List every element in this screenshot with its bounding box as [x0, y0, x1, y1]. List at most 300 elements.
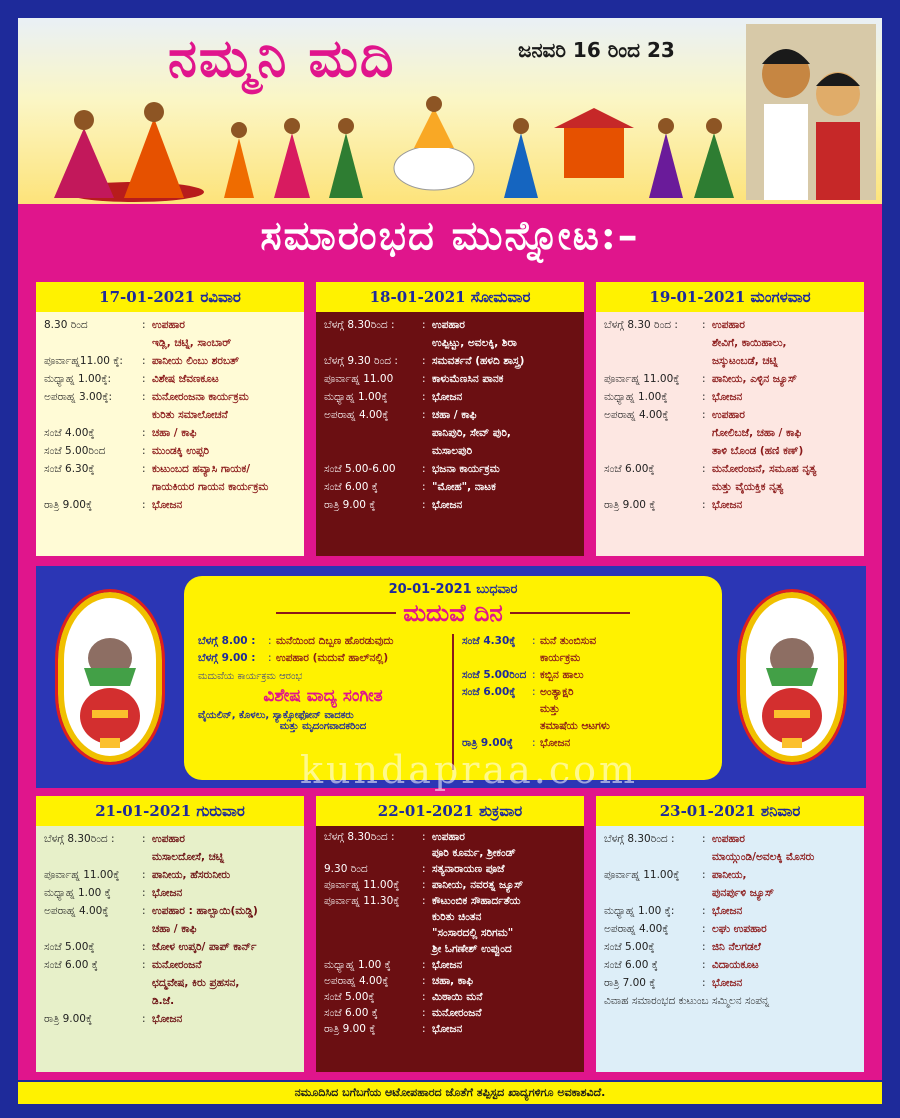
schedule-event: ಜಿನಿ ನೆಲಗಡಲೆ: [712, 941, 761, 953]
schedule-time: [44, 922, 142, 936]
colon-separator: :: [702, 409, 706, 421]
colon-separator: [142, 480, 152, 494]
schedule-event: "ಸಂಸಾರದಲ್ಲಿ ಸರಿಗಮ": [432, 927, 514, 939]
colon-separator: [702, 850, 712, 864]
schedule-row: [604, 462, 856, 476]
colon-separator: :: [702, 391, 706, 403]
colon-separator: [702, 444, 712, 458]
schedule-event: ಪಾನೀಯ ಲಿಂಬು ಶರಬತ್: [152, 355, 240, 367]
colon-separator: :: [142, 373, 146, 385]
colon-separator: [422, 426, 432, 440]
schedule-time: ಪೂರ್ವಾಹ್ನ 11.00ಕ್ಕೆ: [604, 869, 680, 881]
schedule-row: [604, 958, 856, 972]
colon-separator: :: [142, 427, 146, 439]
schedule-event: ಮಿಠಾಯಿ ಮನೆ: [432, 991, 483, 1003]
schedule-time: ಸಂಜೆ 5.00ಕ್ಕೆ: [604, 941, 655, 953]
colon-separator: [422, 942, 432, 956]
schedule-event: ಕುರಿತು ಸಮಾಲೋಚನೆ: [152, 409, 228, 421]
schedule-time: [44, 976, 142, 990]
schedule-time: ಸಂಜೆ 5.00ರಿಂದ: [44, 445, 106, 457]
schedule-time: ಮಧ್ಯಾಹ್ನ 1.00 ಕ್ಕೆ: [44, 887, 111, 899]
wedding-time: ಬೆಳಗ್ಗೆ 9.00 :: [198, 652, 256, 664]
wedding-row: [462, 651, 712, 665]
header-banner: [18, 18, 882, 204]
schedule-event: ಭೋಜನ: [712, 499, 743, 511]
wedding-row: [462, 668, 712, 682]
schedule-row: [44, 1012, 296, 1026]
schedule-time: ಪೂರ್ವಾಹ್ನ 11.30ಕ್ಕೆ: [324, 895, 400, 907]
schedule-time: ಪೂರ್ವಾಹ್ನ 11.00ಕ್ಕೆ: [44, 869, 120, 881]
wedding-event: ಭೋಜನ: [540, 737, 571, 749]
colon-separator: :: [142, 941, 146, 953]
schedule-time: ಸಂಜೆ 5.00ಕ್ಕೆ: [324, 991, 375, 1003]
colon-separator: [142, 994, 152, 1008]
schedule-time: ಬೆಳಗ್ಗೆ 8.30ರಿಂದ :: [604, 833, 675, 845]
schedule-time: ಪೂರ್ವಾಹ್ನ 11.00ಕ್ಕೆ: [604, 373, 680, 385]
schedule-event: ಉಪಹಾರ: [152, 833, 185, 845]
schedule-time: [44, 850, 142, 864]
schedule-row: [604, 904, 856, 918]
colon-separator: [702, 480, 712, 494]
schedule-row: [604, 390, 856, 404]
schedule-row: [44, 372, 296, 386]
schedule-event: ಭೋಜನ: [712, 977, 743, 989]
colon-separator: [422, 444, 432, 458]
schedule-event: ಲಘು ಉಪಹಾರ: [712, 923, 767, 935]
day-heading: 22-01-2021 ಶುಕ್ರವಾರ: [316, 796, 584, 826]
schedule-row: [44, 336, 296, 350]
schedule-event: ಸಮವರ್ತನೆ (ಹಳದಿ ಶಾಸ್ತ್ರ): [432, 355, 525, 367]
schedule-row: [604, 336, 856, 350]
day-heading: 17-01-2021 ರವಿವಾರ: [36, 282, 304, 312]
colon-separator: :: [142, 499, 146, 511]
colon-separator: :: [702, 463, 706, 475]
schedule-row: [604, 976, 856, 990]
colon-separator: [142, 976, 152, 990]
schedule-row: [44, 940, 296, 954]
colon-separator: :: [268, 652, 272, 664]
schedule-event: ಸತ್ಯನಾರಾಯಣ ಪೂಜೆ: [432, 863, 505, 875]
schedule-time: ಮಧ್ಯಾಹ್ನ 1.00ಕ್ಕೆ: [604, 391, 668, 403]
schedule-time: ಅಪರಾಹ್ನ 4.00ಕ್ಕೆ: [604, 409, 669, 421]
wedding-row: [462, 719, 712, 733]
colon-separator: :: [422, 373, 426, 385]
schedule-time: ರಾತ್ರಿ 7.00 ಕ್ಕೆ: [604, 977, 656, 989]
schedule-time: ಬೆಳಗ್ಗೆ 8.30ರಿಂದ :: [324, 831, 395, 843]
day-schedule: [36, 312, 304, 556]
schedule-event: ಭೋಜನ: [712, 391, 743, 403]
schedule-time: [604, 480, 702, 494]
wedding-evening-schedule: [462, 634, 712, 753]
schedule-time: [604, 354, 702, 368]
colon-separator: :: [142, 319, 146, 331]
schedule-row: [324, 354, 576, 368]
wedding-time: [462, 651, 532, 665]
colon-separator: :: [268, 635, 272, 647]
schedule-event: ಭೋಜನ: [152, 887, 183, 899]
schedule-event: ಉಪಹಾರ: [712, 319, 745, 331]
schedule-time: ಅಪರಾಹ್ನ 4.00ಕ್ಕೆ: [324, 409, 389, 421]
schedule-event: ಉಪ್ಪಿಟ್ಟು, ಅವಲಕ್ಕಿ, ಶಿರಾ: [432, 337, 517, 349]
schedule-time: ಬೆಳಗ್ಗೆ 8.30ರಿಂದ :: [324, 319, 395, 331]
schedule-time: [44, 994, 142, 1008]
day-card-21: [36, 796, 304, 1072]
wedding-morning-schedule: [198, 634, 448, 732]
schedule-time: ರಾತ್ರಿ 9.00 ಕ್ಕೆ: [324, 1023, 376, 1035]
schedule-event: ಇಡ್ಲಿ, ಚಟ್ನಿ, ಸಾಂಬಾರ್: [152, 337, 232, 349]
schedule-time: ಮಧ್ಯಾಹ್ನ 1.00 ಕ್ಕೆ: [324, 959, 391, 971]
program-start-label: ಮದುವೆಯ ಕಾರ್ಯಕ್ರಮ ಆರಂಭ: [198, 671, 303, 682]
schedule-row: [324, 1006, 576, 1020]
schedule-heading: ಸಮಾರಂಭದ ಮುನ್ನೋಟ:–: [260, 212, 640, 259]
schedule-row: [324, 408, 576, 422]
colon-separator: :: [702, 941, 706, 953]
schedule-time: ಪೂರ್ವಾಹ್ನ 11.00: [324, 373, 394, 385]
day-heading: 21-01-2021 ಗುರುವಾರ: [36, 796, 304, 826]
schedule-time: [604, 850, 702, 864]
schedule-row: [324, 336, 576, 350]
colon-separator: :: [142, 445, 146, 457]
wedding-title: ಮದುವೆ ದಿನ: [403, 598, 503, 627]
music-artists-line2: ಮತ್ತು ಮೃದಂಗವಾದಕರಿಂದ: [279, 721, 367, 732]
schedule-time: ಸಂಜೆ 6.00ಕ್ಕೆ: [604, 463, 655, 475]
colon-separator: :: [142, 905, 146, 917]
schedule-event: ಭೋಜನ: [432, 1023, 463, 1035]
day-card-19: [596, 282, 864, 556]
schedule-event: ಪಾನೀಯ, ನವರತ್ನ ಜ್ಯೂಸ್: [432, 879, 524, 891]
schedule-row: [324, 426, 576, 440]
wedding-event: ಕಾರ್ಯಕ್ರಮ: [540, 652, 581, 664]
schedule-time: [604, 426, 702, 440]
schedule-event: ಉಪಹಾರ: [152, 319, 185, 331]
schedule-row: [324, 910, 576, 924]
kalash-left-icon: [58, 592, 162, 762]
colon-separator: :: [142, 1013, 146, 1025]
schedule-event: ಮುಂಡಕ್ಕಿ ಉಪ್ಪರಿ: [152, 445, 210, 457]
colon-separator: :: [142, 833, 146, 845]
colon-separator: :: [422, 481, 426, 493]
schedule-event: ಗೋಲಿಬಜೆ, ಚಹಾ / ಕಾಫಿ: [712, 427, 802, 439]
wedding-time: ಬೆಳಗ್ಗೆ 8.00 :: [198, 635, 256, 647]
schedule-event: ಕುಟುಂಬದ ಹವ್ಯಾಸಿ ಗಾಯಕ/: [152, 463, 251, 475]
colon-separator: :: [532, 635, 536, 647]
schedule-event: ಭೋಜನ: [712, 905, 743, 917]
schedule-row: [324, 480, 576, 494]
schedule-time: ಸಂಜೆ 5.00-6.00: [324, 463, 396, 475]
colon-separator: :: [422, 409, 426, 421]
schedule-row: [604, 354, 856, 368]
schedule-event: ಮನೋರಂಜನಾ ಕಾರ್ಯಕ್ರಮ: [152, 391, 249, 403]
special-music-title: ವಿಶೇಷ ವಾದ್ಯ ಸಂಗೀತ: [263, 686, 383, 706]
schedule-event: ಕುರಿತು ಚಿಂತನ: [432, 911, 482, 923]
schedule-row: [324, 390, 576, 404]
schedule-row: [324, 444, 576, 458]
schedule-time: ವಿವಾಹ ಸಮಾರಂಭದ ಕುಟುಂಬ ಸಮ್ಮಿಲನ ಸಂಪನ್ನ: [604, 995, 770, 1007]
schedule-time: [324, 910, 422, 924]
schedule-row: [604, 408, 856, 422]
schedule-event: ಭೋಜನ: [152, 1013, 183, 1025]
schedule-event: ಪಾನೀಯ, ಹೆಸರುನೀರು: [152, 869, 231, 881]
schedule-time: ಅಪರಾಹ್ನ 3.00ಕ್ಕೆ:: [44, 391, 113, 403]
schedule-row: [604, 940, 856, 954]
schedule-row: [44, 390, 296, 404]
schedule-row: [324, 372, 576, 386]
schedule-time: ಸಂಜೆ 6.00 ಕ್ಕೆ: [324, 481, 378, 493]
day-card-18: [316, 282, 584, 556]
colon-separator: :: [422, 499, 426, 511]
colon-separator: [702, 336, 712, 350]
schedule-time: [44, 480, 142, 494]
schedule-event: ಮಸಾಲದೋಸೆ, ಚಟ್ನಿ: [152, 851, 225, 863]
colon-separator: :: [702, 923, 706, 935]
colon-separator: [422, 910, 432, 924]
day-schedule: [596, 312, 864, 556]
day-heading: 23-01-2021 ಶನಿವಾರ: [596, 796, 864, 826]
schedule-event: ಭೋಜನ: [432, 391, 463, 403]
schedule-event: ಮತ್ತು ವೈಯಕ್ತಿಕ ನೃತ್ಯ: [712, 481, 784, 493]
wedding-event: ಮತ್ತು: [540, 703, 560, 715]
schedule-event: ಉಪಹಾರ: [432, 831, 465, 843]
schedule-row: [324, 462, 576, 476]
music-artists: ವೈಯಲಿನ್, ಕೊಳಲು, ಸ್ಯಾಕ್ಸೋಫೋನ್ ವಾದಕರು: [198, 710, 354, 721]
colon-separator: :: [702, 833, 706, 845]
schedule-row: [604, 372, 856, 386]
wedding-event: ತಮಾಷೆಯ ಆಟಗಳು: [540, 720, 610, 732]
schedule-row: [44, 318, 296, 332]
schedule-event: ಕೌಟುಂಬಿಕ ಸೌಹಾರ್ದತೆಯ: [432, 895, 521, 907]
day-schedule: [316, 312, 584, 556]
schedule-row: [324, 974, 576, 988]
schedule-time: 8.30 ರಿಂದ: [44, 319, 88, 331]
schedule-event: ಶ್ರೀ ಓಗಣೇಶ್ ಉಪ್ಪುಂದ: [432, 943, 512, 955]
schedule-time: ಸಂಜೆ 6.00 ಕ್ಕೆ: [604, 959, 658, 971]
wedding-row: [462, 634, 712, 648]
schedule-event: ಪಾನೀಯ, ಎಳ್ಳಿನ ಜ್ಯೂಸ್: [712, 373, 797, 385]
schedule-row: [604, 426, 856, 440]
schedule-time: ಸಂಜೆ 5.00ಕ್ಕೆ: [44, 941, 95, 953]
wedding-event: ಅಂತ್ಯಾಕ್ಷರಿ: [540, 686, 574, 698]
colon-separator: [532, 702, 540, 716]
colon-separator: :: [142, 869, 146, 881]
kalash-right-icon: [740, 592, 844, 762]
schedule-event: ತಾಳಿ ಬೊಂಡ (ಹಣಿ ಕಣ್): [712, 445, 804, 457]
colon-separator: :: [702, 977, 706, 989]
colon-separator: :: [422, 879, 426, 891]
schedule-time: ಪೂರ್ವಾಹ್ನ11.00 ಕ್ಕೆ:: [44, 355, 123, 367]
day-schedule: [36, 826, 304, 1072]
wedding-time: [462, 719, 532, 733]
schedule-row: [604, 850, 856, 864]
schedule-time: ಪೂರ್ವಾಹ್ನ 11.00ಕ್ಕೆ: [324, 879, 400, 891]
colon-separator: :: [142, 887, 146, 899]
schedule-time: [44, 408, 142, 422]
schedule-event: ಜೋಳ ಉಪ್ಕರಿ/ ಪಾಪ್ ಕಾರ್ನ್: [152, 941, 257, 953]
wedding-event: ಮನೆಯಿಂದ ದಿಬ್ಬಣ ಹೊರಡುವುದು: [276, 635, 394, 647]
couple-caricature: [746, 24, 876, 200]
colon-separator: :: [422, 391, 426, 403]
colon-separator: [142, 336, 152, 350]
schedule-event: ಗಾಯಕಿಯರ ಗಾಯನ ಕಾರ್ಯಕ್ರಮ: [152, 481, 269, 493]
schedule-time: ರಾತ್ರಿ 9.00 ಕ್ಕೆ: [604, 499, 656, 511]
schedule-time: ರಾತ್ರಿ 9.00 ಕ್ಕೆ: [324, 499, 376, 511]
schedule-row: [604, 994, 856, 1008]
colon-separator: :: [422, 1007, 426, 1019]
colon-separator: :: [422, 1023, 426, 1035]
schedule-event: ಮನೋರಂಜನೆ: [432, 1007, 482, 1019]
schedule-row: [324, 318, 576, 332]
schedule-event: ಮನೋರಂಜನೆ: [152, 959, 202, 971]
wedding-time: ಸಂಜೆ 5.00ರಿಂದ: [462, 669, 527, 681]
colon-separator: [422, 846, 432, 860]
schedule-row: [324, 990, 576, 1004]
schedule-event: ಚಹಾ / ಕಾಫಿ: [432, 409, 477, 421]
colon-separator: :: [422, 975, 426, 987]
schedule-event: ಭಜನಾ ಕಾರ್ಯಕ್ರಮ: [432, 463, 500, 475]
schedule-row: [324, 926, 576, 940]
schedule-row: [44, 904, 296, 918]
wedding-row: [198, 651, 448, 665]
colon-separator: :: [532, 669, 536, 681]
schedule-event: "ಮೋಹ", ನಾಟಕ: [432, 481, 496, 493]
colon-separator: :: [702, 905, 706, 917]
day-card-17: [36, 282, 304, 556]
schedule-event: ಪುನರ್ಪುಳಿ ಜ್ಯೂಸ್: [712, 887, 774, 899]
colon-separator: [422, 336, 432, 350]
colon-separator: [142, 922, 152, 936]
schedule-row: [44, 868, 296, 882]
schedule-event: ವಿಶೇಷ ಜೆವಣಕೂಟ: [152, 373, 219, 385]
schedule-row: [324, 878, 576, 892]
schedule-row: [604, 868, 856, 882]
schedule-row: [44, 850, 296, 864]
schedule-time: ಮಧ್ಯಾಹ್ನ 1.00ಕ್ಕೆ: [324, 391, 388, 403]
schedule-event: ವಿದಾಯಕೂಟ: [712, 959, 759, 971]
schedule-row: [324, 846, 576, 860]
wedding-date: 20-01-2021 ಬುಧವಾರ: [388, 582, 518, 597]
colon-separator: :: [142, 959, 146, 971]
colon-separator: :: [422, 959, 426, 971]
title-rule-right: [510, 612, 630, 614]
site-watermark: kundapraa.com: [300, 748, 639, 792]
colon-separator: :: [702, 319, 706, 331]
schedule-row: [44, 976, 296, 990]
wedding-time: ಸಂಜೆ 4.30ಕ್ಕೆ: [462, 635, 516, 647]
schedule-event: ಪೂರಿ ಕೂರ್ಮ, ಶ್ರೀಕಂಡ್: [432, 847, 516, 859]
wedding-time: ರಾತ್ರಿ 9.00ಕ್ಕೆ: [462, 737, 513, 749]
colon-separator: :: [532, 737, 536, 749]
schedule-time: [324, 926, 422, 940]
footer-note: ನಮೂದಿಸಿದ ಬಗೆಬಗೆಯ ಆಟೋಪಹಾರದ ಜೊತೆಗೆ ತಪ್ಪಿಸ್ಟದ ಖಾದ್ಯಗಳಿಗೂ ಅವಕಾಶವಿದೆ.: [18, 1082, 882, 1104]
colon-separator: :: [422, 355, 426, 367]
schedule-row: [44, 444, 296, 458]
schedule-row: [324, 830, 576, 844]
schedule-row: [324, 942, 576, 956]
schedule-time: ಸಂಜೆ 6.00 ಕ್ಕೆ: [44, 959, 98, 971]
schedule-row: [324, 958, 576, 972]
schedule-row: [44, 498, 296, 512]
schedule-row: [604, 498, 856, 512]
colon-separator: [142, 850, 152, 864]
schedule-event: ಡಿ.ಜೆ.: [152, 995, 175, 1007]
colon-separator: [702, 426, 712, 440]
schedule-time: ಸಂಜೆ 4.00ಕ್ಕೆ: [44, 427, 95, 439]
schedule-time: [324, 846, 422, 860]
wedding-event: ಉಪಹಾರ (ಮದುವೆ ಹಾಲ್‌ನಲ್ಲಿ): [276, 652, 389, 664]
schedule-row: [44, 832, 296, 846]
schedule-time: [604, 336, 702, 350]
schedule-event: ಉಪಹಾರ : ಹಾಲ್ಬಾಯಿ(ಮಡ್ಡಿ): [152, 905, 258, 917]
schedule-row: [44, 426, 296, 440]
colon-separator: :: [422, 895, 426, 907]
schedule-time: ಸಂಜೆ 6.30ಕ್ಕೆ: [44, 463, 95, 475]
day-card-23: [596, 796, 864, 1072]
day-schedule: [596, 826, 864, 1072]
schedule-row: [604, 444, 856, 458]
schedule-time: [44, 336, 142, 350]
schedule-row: [604, 832, 856, 846]
schedule-time: ರಾತ್ರಿ 9.00ಕ್ಕೆ: [44, 499, 93, 511]
colon-separator: :: [422, 863, 426, 875]
colon-separator: :: [702, 373, 706, 385]
schedule-time: [324, 942, 422, 956]
schedule-event: ಮಸಾಲಪುರಿ: [432, 445, 473, 457]
schedule-event: ಮಾಯ್ಗುಂಡಿ/ಅವಲಕ್ಕಿ ಮೊಸರು: [712, 851, 815, 863]
schedule-time: [324, 426, 422, 440]
colon-separator: [532, 719, 540, 733]
poster-title: ನಮ್ಮನಿ ಮದಿ: [168, 28, 396, 89]
schedule-time: [604, 444, 702, 458]
colon-separator: [702, 886, 712, 900]
wedding-row: [198, 634, 448, 648]
event-dates: ಜನವರಿ 16 ರಿಂದ 23: [518, 38, 675, 62]
colon-separator: :: [702, 959, 706, 971]
wedding-event: ಮನೆ ತುಂಬಿಸುವ: [540, 635, 597, 647]
schedule-row: [44, 958, 296, 972]
schedule-time: ಬೆಳಗ್ಗೆ 8.30 ರಿಂದ :: [604, 319, 678, 331]
wedding-time: [462, 702, 532, 716]
schedule-event: ಕಾಳುಮೆಣಸಿನ ಪಾನಕ: [432, 373, 504, 385]
schedule-event: ಭೋಜನ: [152, 499, 183, 511]
schedule-time: [324, 336, 422, 350]
schedule-event: ಶೇವಿಗೆ, ಕಾಯಿಹಾಲು,: [712, 337, 787, 349]
schedule-time: ಬೆಳಗ್ಗೆ 9.30 ರಿಂದ :: [324, 355, 398, 367]
schedule-time: ಮಧ್ಯಾಹ್ನ 1.00ಕ್ಕೆ:: [44, 373, 112, 385]
colon-separator: :: [142, 355, 146, 367]
schedule-event: ಚಹಾ / ಕಾಫಿ: [152, 923, 197, 935]
schedule-time: [604, 886, 702, 900]
schedule-event: ಚಹಾ / ಕಾಫಿ: [152, 427, 197, 439]
schedule-time: ಅಪರಾಹ್ನ 4.00ಕ್ಕೆ: [604, 923, 669, 935]
schedule-row: [604, 886, 856, 900]
schedule-row: [44, 886, 296, 900]
schedule-row: [324, 498, 576, 512]
schedule-row: [324, 862, 576, 876]
schedule-row: [44, 354, 296, 368]
colon-separator: :: [422, 831, 426, 843]
schedule-row: [44, 408, 296, 422]
schedule-time: ಅಪರಾಹ್ನ 4.00ಕ್ಕೆ: [44, 905, 109, 917]
colon-separator: :: [422, 991, 426, 1003]
colon-separator: [422, 926, 432, 940]
colon-separator: :: [142, 463, 146, 475]
schedule-row: [324, 894, 576, 908]
colon-separator: :: [702, 499, 706, 511]
colon-separator: :: [422, 463, 426, 475]
colon-separator: [532, 651, 540, 665]
schedule-row: [44, 480, 296, 494]
day-card-22: [316, 796, 584, 1072]
wedding-row: [462, 702, 712, 716]
